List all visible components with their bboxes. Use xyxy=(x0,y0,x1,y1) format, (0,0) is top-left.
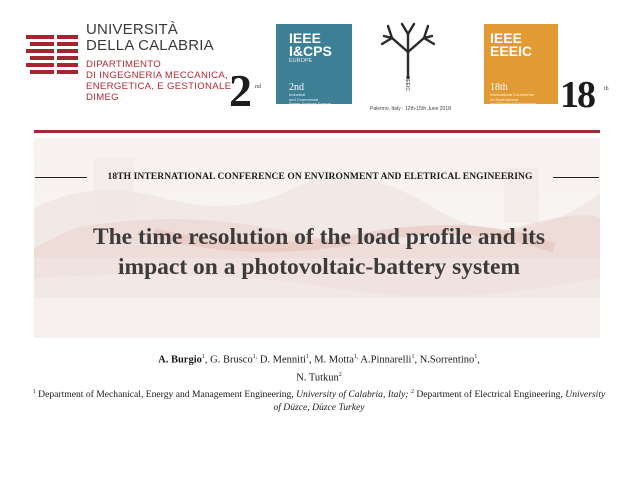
eeeic-ordinal-suffix: th xyxy=(604,86,609,92)
tree-logo-label: EEEIC xyxy=(404,76,410,92)
affiliation-sup: 2 xyxy=(410,389,414,395)
affiliation-university: University of Calabria, Italy; xyxy=(296,389,411,401)
eeeic-edition: 18th xyxy=(490,82,508,93)
venue-dates: Palermo, Italy · 12th-15th June 2018 xyxy=(370,106,451,112)
paper-title-line1: The time resolution of the load profile and its xyxy=(92,224,546,250)
ieee-icps-edition: 2nd xyxy=(289,82,304,93)
icps-ordinal-number: 2 xyxy=(229,65,252,116)
tree-logo-icon xyxy=(378,20,438,80)
eeeic-sub2: on Environment xyxy=(490,96,519,102)
ieee-icps-line1: IEEE xyxy=(289,30,321,46)
author-name: , xyxy=(477,354,480,366)
affiliation-university: University of Düzce, Düzce Turkey xyxy=(273,389,606,414)
author-name: , M. Motta xyxy=(308,354,354,366)
conference-rule-right xyxy=(553,177,599,178)
author-sup: 1 xyxy=(305,354,309,360)
paper-title xyxy=(24,222,614,282)
author-sup: 1 xyxy=(411,354,415,360)
university-name-line1: UNIVERSITÀ xyxy=(86,21,179,38)
ieee-icps-region: EUROPE xyxy=(289,58,313,64)
ieee-icps-line2: I&CPS xyxy=(289,43,332,59)
author-name: D. Menniti xyxy=(257,354,306,366)
ieee-icps-subtitle xyxy=(289,93,331,107)
conference-title: 18TH INTERNATIONAL CONFERENCE ON ENVIRONMENT AND ELETRICAL ENGINEERING xyxy=(107,172,533,182)
author-name: , G. Brusco xyxy=(204,354,253,366)
author-sup: 1 xyxy=(201,354,205,360)
conference-rule-left xyxy=(35,177,87,178)
eeeic-sub1: International Conference xyxy=(490,92,534,97)
university-name-line2: DELLA CALABRIA xyxy=(86,37,214,54)
author-name: , N.Sorrentino xyxy=(414,354,475,366)
eeeic-subtitle xyxy=(490,93,536,107)
author-sup: 2 xyxy=(338,372,342,378)
ieee-icps-title xyxy=(289,32,332,58)
author-name: N. Tutkun xyxy=(296,372,339,384)
department-name xyxy=(86,59,231,103)
icps-ordinal-suffix: nd xyxy=(255,84,261,90)
first-author: A. Burgio xyxy=(158,354,202,366)
affiliation-dept: Department of Electrical Engineering, xyxy=(413,389,566,401)
author-sup: 1, xyxy=(252,354,258,360)
department-line3: ENERGETICA, E GESTIONALE xyxy=(86,81,232,92)
header-divider xyxy=(34,130,600,133)
paper-title-line2: impact on a photovoltaic-battery system xyxy=(117,254,521,280)
eeeic-title xyxy=(490,32,532,58)
department-line1: DIPARTIMENTO xyxy=(86,59,162,70)
affiliations xyxy=(30,386,608,414)
author-sup: 1 xyxy=(474,354,478,360)
eeeic-ordinal-number: 18 xyxy=(560,74,594,116)
author-name: A.Pinnarelli xyxy=(358,354,412,366)
affiliation-sup: 1 xyxy=(32,389,36,395)
department-line4: DIMEG xyxy=(86,92,119,103)
author-sup: 1, xyxy=(353,354,359,360)
affiliation-dept: Department of Mechanical, Energy and Management Engineering, xyxy=(35,389,297,401)
eeeic-line1: IEEE xyxy=(490,30,522,46)
department-line2: DI INGEGNERIA MECCANICA, xyxy=(86,70,229,81)
university-name xyxy=(86,22,214,54)
author-list xyxy=(40,354,598,366)
eeeic-line2: EEEIC xyxy=(490,43,533,59)
university-logo-icon xyxy=(26,33,82,79)
ieee-icps-sub2: and Commercial xyxy=(289,96,319,102)
ieee-icps-sub3: Power Systems Europe xyxy=(289,101,331,106)
eeeic-sub3: and Electrical Engineering xyxy=(490,101,537,106)
author-list-line2 xyxy=(40,372,598,384)
ieee-icps-sub1: Industrial xyxy=(289,92,306,97)
